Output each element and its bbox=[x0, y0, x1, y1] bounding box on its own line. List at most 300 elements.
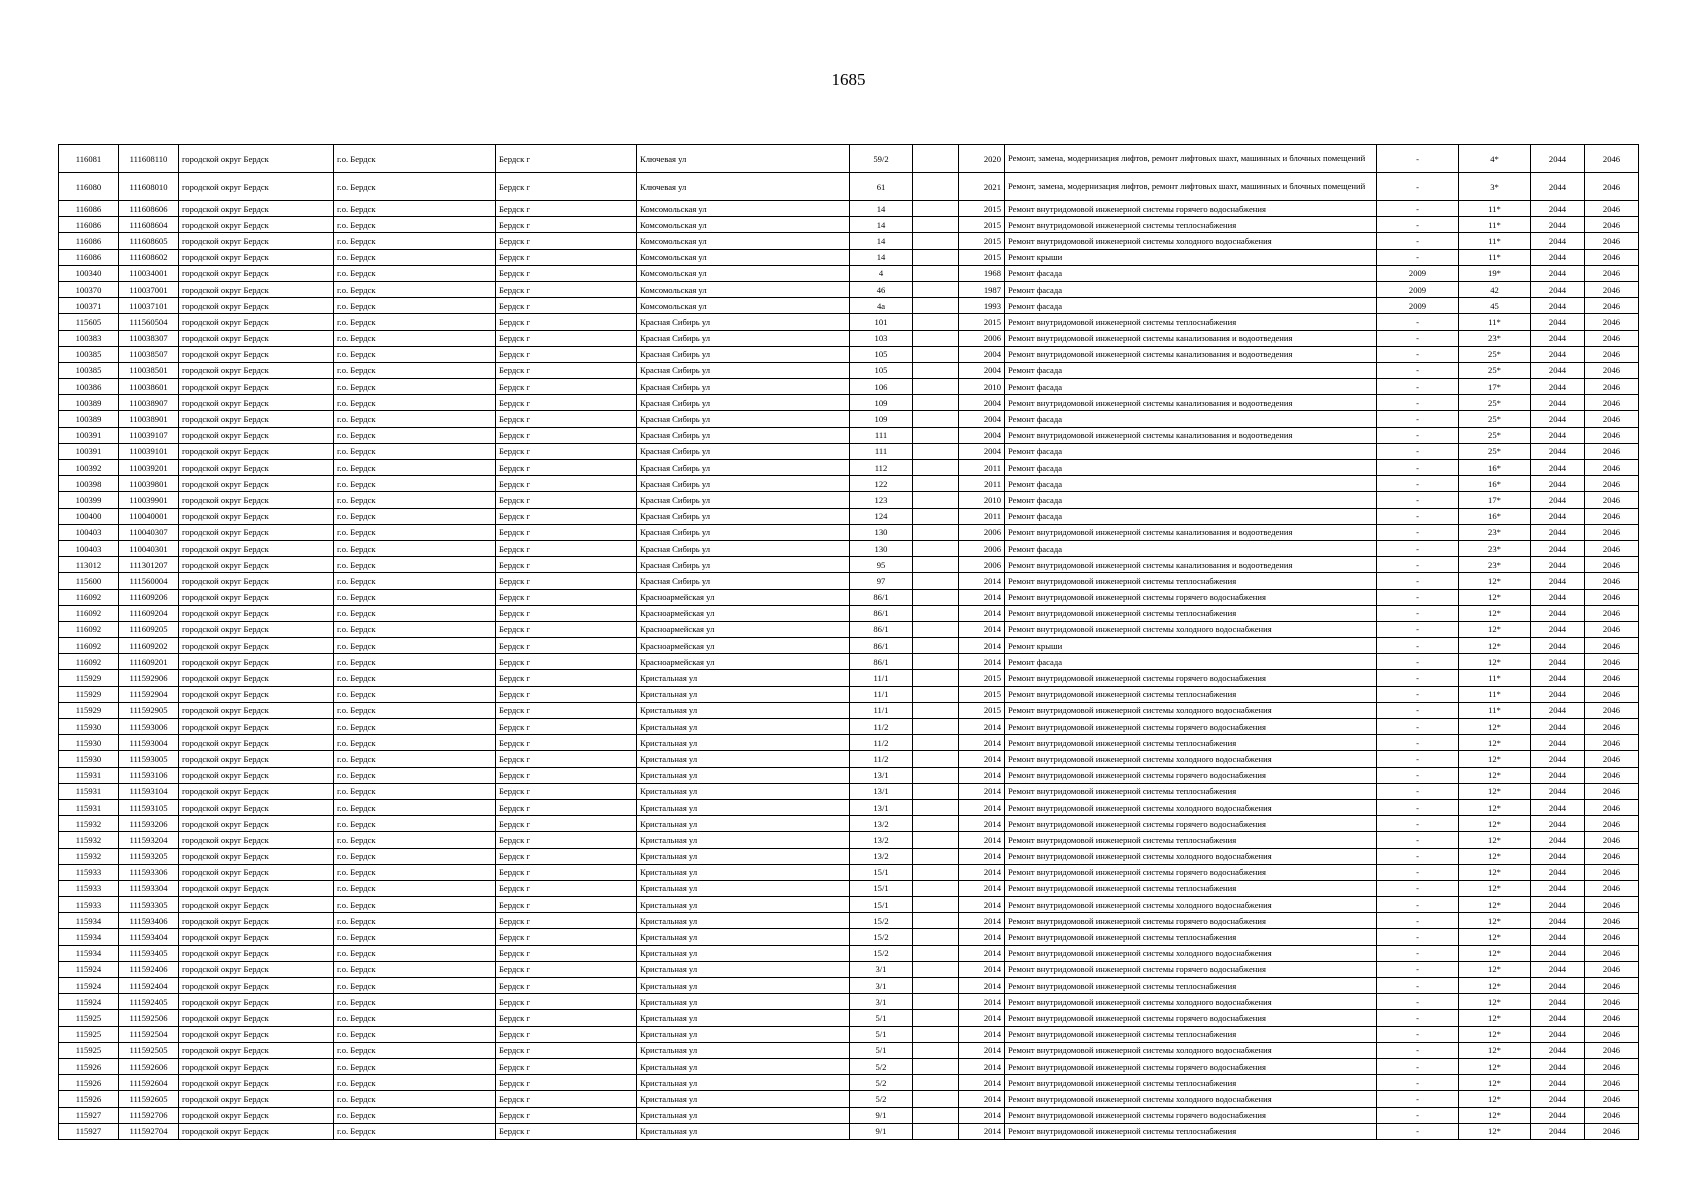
cell-settlement: г.о. Бердск bbox=[334, 1075, 496, 1091]
cell-year-built: 2014 bbox=[959, 589, 1005, 605]
table-row bbox=[59, 524, 1639, 540]
table-row bbox=[59, 880, 1639, 896]
cell-plan-start: 2044 bbox=[1531, 1091, 1585, 1107]
table-row bbox=[59, 1058, 1639, 1074]
cell-last-repair: - bbox=[1377, 686, 1459, 702]
cell-plan-end: 2046 bbox=[1585, 913, 1639, 929]
cell-year-built: 2014 bbox=[959, 978, 1005, 994]
cell-city: Бердск г bbox=[496, 605, 637, 621]
cell-plan-start: 2044 bbox=[1531, 1042, 1585, 1058]
cell-last-repair: - bbox=[1377, 767, 1459, 783]
cell-district: городской округ Бердск bbox=[179, 314, 334, 330]
cell-district: городской округ Бердск bbox=[179, 799, 334, 815]
cell-street: Красная Сибирь ул bbox=[637, 330, 850, 346]
cell-city: Бердск г bbox=[496, 897, 637, 913]
table-row bbox=[59, 848, 1639, 864]
cell-work-type: Ремонт внутридомовой инженерной системы теплоснабжения bbox=[1005, 978, 1377, 994]
cell-plan-end: 2046 bbox=[1585, 362, 1639, 378]
cell-street: Красная Сибирь ул bbox=[637, 346, 850, 362]
cell-work-type: Ремонт внутридомовой инженерной системы холодного водоснабжения bbox=[1005, 1091, 1377, 1107]
cell-city: Бердск г bbox=[496, 217, 637, 233]
cell-house: 14 bbox=[850, 201, 913, 217]
cell-year-built: 2014 bbox=[959, 1107, 1005, 1123]
cell-plan-end: 2046 bbox=[1585, 1058, 1639, 1074]
cell-work-code: 110040307 bbox=[119, 524, 179, 540]
cell-service-period: 23* bbox=[1459, 540, 1531, 556]
cell-service-period: 11* bbox=[1459, 702, 1531, 718]
cell-plan-start: 2044 bbox=[1531, 961, 1585, 977]
cell-street: Красноармейская ул bbox=[637, 589, 850, 605]
cell-house: 95 bbox=[850, 557, 913, 573]
table-row bbox=[59, 978, 1639, 994]
cell-work-code: 111593104 bbox=[119, 783, 179, 799]
cell-settlement: г.о. Бердск bbox=[334, 573, 496, 589]
cell-year-built: 2004 bbox=[959, 411, 1005, 427]
cell-year-built: 2014 bbox=[959, 1075, 1005, 1091]
cell-work-type: Ремонт внутридомовой инженерной системы горячего водоснабжения bbox=[1005, 670, 1377, 686]
cell-work-code: 111592706 bbox=[119, 1107, 179, 1123]
cell-district: городской округ Бердск bbox=[179, 460, 334, 476]
cell-year-built: 2015 bbox=[959, 686, 1005, 702]
cell-work-type: Ремонт внутридомовой инженерной системы канализования и водоотведения bbox=[1005, 524, 1377, 540]
table-row bbox=[59, 395, 1639, 411]
cell-city: Бердск г bbox=[496, 346, 637, 362]
cell-plan-start: 2044 bbox=[1531, 848, 1585, 864]
cell-object-id: 115930 bbox=[59, 751, 119, 767]
cell-district: городской округ Бердск bbox=[179, 994, 334, 1010]
cell-work-code: 111593305 bbox=[119, 897, 179, 913]
cell-service-period: 23* bbox=[1459, 524, 1531, 540]
cell-work-code: 111560504 bbox=[119, 314, 179, 330]
cell-last-repair: - bbox=[1377, 145, 1459, 173]
cell-service-period: 12* bbox=[1459, 735, 1531, 751]
cell-year-built: 2014 bbox=[959, 864, 1005, 880]
cell-street: Комсомольская ул bbox=[637, 217, 850, 233]
cell-district: городской округ Бердск bbox=[179, 929, 334, 945]
cell-service-period: 11* bbox=[1459, 233, 1531, 249]
cell-city: Бердск г bbox=[496, 880, 637, 896]
cell-building bbox=[913, 1091, 959, 1107]
cell-service-period: 12* bbox=[1459, 783, 1531, 799]
cell-house: 15/2 bbox=[850, 945, 913, 961]
cell-district: городской округ Бердск bbox=[179, 654, 334, 670]
table-row bbox=[59, 1091, 1639, 1107]
cell-city: Бердск г bbox=[496, 173, 637, 201]
cell-city: Бердск г bbox=[496, 460, 637, 476]
table-row bbox=[59, 589, 1639, 605]
cell-work-type: Ремонт внутридомовой инженерной системы холодного водоснабжения bbox=[1005, 897, 1377, 913]
table-body bbox=[59, 145, 1639, 1140]
cell-street: Кристальная ул bbox=[637, 864, 850, 880]
cell-object-id: 115930 bbox=[59, 735, 119, 751]
cell-work-code: 111593304 bbox=[119, 880, 179, 896]
cell-settlement: г.о. Бердск bbox=[334, 670, 496, 686]
cell-house: 11/2 bbox=[850, 719, 913, 735]
cell-district: городской округ Бердск bbox=[179, 145, 334, 173]
cell-service-period: 12* bbox=[1459, 589, 1531, 605]
cell-year-built: 2020 bbox=[959, 145, 1005, 173]
cell-house: 109 bbox=[850, 411, 913, 427]
cell-building bbox=[913, 362, 959, 378]
cell-work-code: 110039901 bbox=[119, 492, 179, 508]
cell-city: Бердск г bbox=[496, 314, 637, 330]
cell-work-code: 110040301 bbox=[119, 540, 179, 556]
cell-year-built: 2014 bbox=[959, 735, 1005, 751]
cell-street: Кристальная ул bbox=[637, 880, 850, 896]
cell-work-type: Ремонт внутридомовой инженерной системы холодного водоснабжения bbox=[1005, 799, 1377, 815]
cell-city: Бердск г bbox=[496, 719, 637, 735]
cell-city: Бердск г bbox=[496, 783, 637, 799]
table-row bbox=[59, 913, 1639, 929]
cell-work-code: 111609201 bbox=[119, 654, 179, 670]
cell-service-period: 12* bbox=[1459, 573, 1531, 589]
cell-work-code: 110038307 bbox=[119, 330, 179, 346]
cell-year-built: 2014 bbox=[959, 621, 1005, 637]
cell-district: городской округ Бердск bbox=[179, 1123, 334, 1139]
cell-city: Бердск г bbox=[496, 832, 637, 848]
cell-street: Кристальная ул bbox=[637, 686, 850, 702]
cell-plan-start: 2044 bbox=[1531, 379, 1585, 395]
cell-year-built: 2014 bbox=[959, 783, 1005, 799]
table-row bbox=[59, 314, 1639, 330]
cell-city: Бердск г bbox=[496, 1026, 637, 1042]
cell-work-type: Ремонт внутридомовой инженерной системы горячего водоснабжения bbox=[1005, 913, 1377, 929]
table-row bbox=[59, 411, 1639, 427]
cell-district: городской округ Бердск bbox=[179, 362, 334, 378]
cell-object-id: 115925 bbox=[59, 1010, 119, 1026]
cell-settlement: г.о. Бердск bbox=[334, 913, 496, 929]
cell-plan-end: 2046 bbox=[1585, 346, 1639, 362]
cell-object-id: 100400 bbox=[59, 508, 119, 524]
cell-service-period: 45 bbox=[1459, 298, 1531, 314]
cell-plan-start: 2044 bbox=[1531, 719, 1585, 735]
cell-settlement: г.о. Бердск bbox=[334, 173, 496, 201]
cell-plan-end: 2046 bbox=[1585, 557, 1639, 573]
cell-plan-end: 2046 bbox=[1585, 233, 1639, 249]
cell-street: Кристальная ул bbox=[637, 1026, 850, 1042]
cell-settlement: г.о. Бердск bbox=[334, 897, 496, 913]
cell-year-built: 2014 bbox=[959, 913, 1005, 929]
cell-building bbox=[913, 735, 959, 751]
cell-plan-start: 2044 bbox=[1531, 767, 1585, 783]
cell-house: 46 bbox=[850, 281, 913, 297]
cell-plan-end: 2046 bbox=[1585, 1042, 1639, 1058]
cell-plan-end: 2046 bbox=[1585, 589, 1639, 605]
cell-plan-end: 2046 bbox=[1585, 686, 1639, 702]
cell-city: Бердск г bbox=[496, 978, 637, 994]
cell-service-period: 12* bbox=[1459, 1042, 1531, 1058]
cell-city: Бердск г bbox=[496, 1010, 637, 1026]
cell-work-type: Ремонт фасада bbox=[1005, 460, 1377, 476]
table-row bbox=[59, 460, 1639, 476]
cell-plan-end: 2046 bbox=[1585, 994, 1639, 1010]
cell-district: городской округ Бердск bbox=[179, 670, 334, 686]
cell-work-type: Ремонт крыши bbox=[1005, 638, 1377, 654]
cell-year-built: 2004 bbox=[959, 362, 1005, 378]
cell-building bbox=[913, 897, 959, 913]
cell-street: Кристальная ул bbox=[637, 702, 850, 718]
cell-service-period: 11* bbox=[1459, 314, 1531, 330]
cell-last-repair: - bbox=[1377, 929, 1459, 945]
cell-settlement: г.о. Бердск bbox=[334, 816, 496, 832]
cell-district: городской округ Бердск bbox=[179, 783, 334, 799]
cell-last-repair: - bbox=[1377, 540, 1459, 556]
cell-work-type: Ремонт фасада bbox=[1005, 540, 1377, 556]
cell-service-period: 3* bbox=[1459, 173, 1531, 201]
cell-city: Бердск г bbox=[496, 751, 637, 767]
cell-object-id: 100370 bbox=[59, 281, 119, 297]
cell-plan-end: 2046 bbox=[1585, 735, 1639, 751]
cell-year-built: 2006 bbox=[959, 330, 1005, 346]
cell-city: Бердск г bbox=[496, 492, 637, 508]
cell-settlement: г.о. Бердск bbox=[334, 411, 496, 427]
cell-year-built: 1987 bbox=[959, 281, 1005, 297]
cell-plan-start: 2044 bbox=[1531, 621, 1585, 637]
cell-plan-end: 2046 bbox=[1585, 605, 1639, 621]
cell-plan-end: 2046 bbox=[1585, 298, 1639, 314]
cell-object-id: 115931 bbox=[59, 799, 119, 815]
cell-service-period: 12* bbox=[1459, 978, 1531, 994]
cell-city: Бердск г bbox=[496, 201, 637, 217]
cell-city: Бердск г bbox=[496, 589, 637, 605]
cell-city: Бердск г bbox=[496, 573, 637, 589]
cell-city: Бердск г bbox=[496, 994, 637, 1010]
cell-plan-end: 2046 bbox=[1585, 145, 1639, 173]
cell-street: Кристальная ул bbox=[637, 1123, 850, 1139]
cell-object-id: 115931 bbox=[59, 767, 119, 783]
cell-object-id: 115934 bbox=[59, 913, 119, 929]
cell-work-type: Ремонт внутридомовой инженерной системы холодного водоснабжения bbox=[1005, 848, 1377, 864]
cell-settlement: г.о. Бердск bbox=[334, 929, 496, 945]
cell-plan-start: 2044 bbox=[1531, 508, 1585, 524]
cell-work-code: 111608110 bbox=[119, 145, 179, 173]
cell-building bbox=[913, 751, 959, 767]
cell-district: городской округ Бердск bbox=[179, 1026, 334, 1042]
cell-year-built: 2014 bbox=[959, 719, 1005, 735]
cell-service-period: 17* bbox=[1459, 379, 1531, 395]
cell-city: Бердск г bbox=[496, 621, 637, 637]
cell-plan-end: 2046 bbox=[1585, 173, 1639, 201]
cell-plan-start: 2044 bbox=[1531, 201, 1585, 217]
cell-work-type: Ремонт фасада bbox=[1005, 379, 1377, 395]
table-row bbox=[59, 621, 1639, 637]
table-row bbox=[59, 945, 1639, 961]
cell-building bbox=[913, 173, 959, 201]
cell-building bbox=[913, 783, 959, 799]
cell-object-id: 116092 bbox=[59, 605, 119, 621]
cell-street: Красная Сибирь ул bbox=[637, 379, 850, 395]
table-row bbox=[59, 379, 1639, 395]
cell-building bbox=[913, 1058, 959, 1074]
cell-service-period: 12* bbox=[1459, 816, 1531, 832]
cell-plan-start: 2044 bbox=[1531, 670, 1585, 686]
table-row bbox=[59, 735, 1639, 751]
cell-settlement: г.о. Бердск bbox=[334, 864, 496, 880]
cell-settlement: г.о. Бердск bbox=[334, 654, 496, 670]
cell-district: городской округ Бердск bbox=[179, 1107, 334, 1123]
cell-street: Кристальная ул bbox=[637, 897, 850, 913]
cell-district: городской округ Бердск bbox=[179, 1058, 334, 1074]
cell-year-built: 2004 bbox=[959, 346, 1005, 362]
cell-work-code: 111593005 bbox=[119, 751, 179, 767]
cell-service-period: 11* bbox=[1459, 201, 1531, 217]
cell-service-period: 25* bbox=[1459, 443, 1531, 459]
cell-last-repair: - bbox=[1377, 314, 1459, 330]
cell-service-period: 12* bbox=[1459, 880, 1531, 896]
cell-city: Бердск г bbox=[496, 379, 637, 395]
cell-year-built: 2014 bbox=[959, 816, 1005, 832]
cell-work-type: Ремонт фасада bbox=[1005, 654, 1377, 670]
cell-building bbox=[913, 1107, 959, 1123]
cell-city: Бердск г bbox=[496, 557, 637, 573]
table-row bbox=[59, 605, 1639, 621]
cell-building bbox=[913, 314, 959, 330]
cell-service-period: 12* bbox=[1459, 1026, 1531, 1042]
cell-year-built: 2021 bbox=[959, 173, 1005, 201]
cell-district: городской округ Бердск bbox=[179, 346, 334, 362]
cell-work-type: Ремонт внутридомовой инженерной системы теплоснабжения bbox=[1005, 880, 1377, 896]
cell-work-type: Ремонт внутридомовой инженерной системы канализования и водоотведения bbox=[1005, 557, 1377, 573]
cell-district: городской округ Бердск bbox=[179, 298, 334, 314]
cell-service-period: 16* bbox=[1459, 508, 1531, 524]
cell-street: Кристальная ул bbox=[637, 1010, 850, 1026]
cell-plan-end: 2046 bbox=[1585, 719, 1639, 735]
cell-last-repair: - bbox=[1377, 173, 1459, 201]
cell-work-code: 111608602 bbox=[119, 249, 179, 265]
table-row bbox=[59, 173, 1639, 201]
cell-house: 11/1 bbox=[850, 670, 913, 686]
cell-last-repair: - bbox=[1377, 249, 1459, 265]
cell-plan-end: 2046 bbox=[1585, 460, 1639, 476]
cell-city: Бердск г bbox=[496, 686, 637, 702]
cell-street: Ключевая ул bbox=[637, 145, 850, 173]
cell-building bbox=[913, 994, 959, 1010]
cell-last-repair: - bbox=[1377, 1026, 1459, 1042]
cell-street: Кристальная ул bbox=[637, 1075, 850, 1091]
cell-year-built: 2010 bbox=[959, 379, 1005, 395]
cell-building bbox=[913, 978, 959, 994]
cell-last-repair: - bbox=[1377, 233, 1459, 249]
cell-house: 15/2 bbox=[850, 913, 913, 929]
cell-object-id: 115929 bbox=[59, 670, 119, 686]
cell-plan-start: 2044 bbox=[1531, 217, 1585, 233]
cell-service-period: 12* bbox=[1459, 913, 1531, 929]
cell-building bbox=[913, 557, 959, 573]
cell-plan-start: 2044 bbox=[1531, 443, 1585, 459]
cell-year-built: 2015 bbox=[959, 702, 1005, 718]
cell-work-code: 111593106 bbox=[119, 767, 179, 783]
cell-house: 105 bbox=[850, 362, 913, 378]
cell-work-code: 111593205 bbox=[119, 848, 179, 864]
cell-plan-start: 2044 bbox=[1531, 411, 1585, 427]
cell-building bbox=[913, 961, 959, 977]
cell-plan-end: 2046 bbox=[1585, 1075, 1639, 1091]
cell-district: городской округ Бердск bbox=[179, 1091, 334, 1107]
cell-building bbox=[913, 298, 959, 314]
cell-settlement: г.о. Бердск bbox=[334, 330, 496, 346]
cell-object-id: 115924 bbox=[59, 994, 119, 1010]
cell-building bbox=[913, 1010, 959, 1026]
cell-city: Бердск г bbox=[496, 913, 637, 929]
cell-settlement: г.о. Бердск bbox=[334, 1058, 496, 1074]
cell-house: 86/1 bbox=[850, 638, 913, 654]
cell-city: Бердск г bbox=[496, 411, 637, 427]
table-row bbox=[59, 346, 1639, 362]
cell-service-period: 17* bbox=[1459, 492, 1531, 508]
cell-work-type: Ремонт внутридомовой инженерной системы теплоснабжения bbox=[1005, 573, 1377, 589]
cell-service-period: 12* bbox=[1459, 961, 1531, 977]
cell-work-type: Ремонт внутридомовой инженерной системы горячего водоснабжения bbox=[1005, 816, 1377, 832]
cell-work-type: Ремонт фасада bbox=[1005, 265, 1377, 281]
cell-last-repair: - bbox=[1377, 1075, 1459, 1091]
cell-work-type: Ремонт внутридомовой инженерной системы канализования и водоотведения bbox=[1005, 395, 1377, 411]
cell-house: 103 bbox=[850, 330, 913, 346]
table-row bbox=[59, 281, 1639, 297]
cell-work-code: 111301207 bbox=[119, 557, 179, 573]
cell-building bbox=[913, 913, 959, 929]
cell-city: Бердск г bbox=[496, 265, 637, 281]
table-row bbox=[59, 1123, 1639, 1139]
cell-settlement: г.о. Бердск bbox=[334, 314, 496, 330]
cell-work-code: 110039201 bbox=[119, 460, 179, 476]
cell-year-built: 2014 bbox=[959, 767, 1005, 783]
cell-district: городской округ Бердск bbox=[179, 913, 334, 929]
cell-house: 101 bbox=[850, 314, 913, 330]
cell-year-built: 2015 bbox=[959, 233, 1005, 249]
cell-house: 61 bbox=[850, 173, 913, 201]
cell-work-code: 110040001 bbox=[119, 508, 179, 524]
cell-work-code: 111592404 bbox=[119, 978, 179, 994]
cell-house: 5/2 bbox=[850, 1058, 913, 1074]
cell-service-period: 25* bbox=[1459, 362, 1531, 378]
cell-work-type: Ремонт внутридомовой инженерной системы канализования и водоотведения bbox=[1005, 330, 1377, 346]
cell-year-built: 2004 bbox=[959, 395, 1005, 411]
cell-district: городской округ Бердск bbox=[179, 686, 334, 702]
cell-district: городской округ Бердск bbox=[179, 880, 334, 896]
cell-district: городской округ Бердск bbox=[179, 1042, 334, 1058]
cell-work-type: Ремонт внутридомовой инженерной системы горячего водоснабжения bbox=[1005, 864, 1377, 880]
cell-year-built: 2006 bbox=[959, 524, 1005, 540]
cell-street: Комсомольская ул bbox=[637, 249, 850, 265]
cell-service-period: 23* bbox=[1459, 330, 1531, 346]
cell-work-type: Ремонт фасада bbox=[1005, 281, 1377, 297]
cell-house: 130 bbox=[850, 524, 913, 540]
cell-plan-start: 2044 bbox=[1531, 945, 1585, 961]
cell-year-built: 1993 bbox=[959, 298, 1005, 314]
cell-plan-start: 2044 bbox=[1531, 330, 1585, 346]
cell-street: Красная Сибирь ул bbox=[637, 427, 850, 443]
cell-last-repair: - bbox=[1377, 411, 1459, 427]
cell-object-id: 100340 bbox=[59, 265, 119, 281]
cell-plan-end: 2046 bbox=[1585, 395, 1639, 411]
cell-district: городской округ Бердск bbox=[179, 573, 334, 589]
table-row bbox=[59, 929, 1639, 945]
cell-settlement: г.о. Бердск bbox=[334, 799, 496, 815]
cell-object-id: 115934 bbox=[59, 945, 119, 961]
cell-last-repair: - bbox=[1377, 994, 1459, 1010]
cell-plan-end: 2046 bbox=[1585, 832, 1639, 848]
cell-work-type: Ремонт внутридомовой инженерной системы холодного водоснабжения bbox=[1005, 751, 1377, 767]
cell-city: Бердск г bbox=[496, 508, 637, 524]
cell-district: городской округ Бердск bbox=[179, 427, 334, 443]
cell-year-built: 2015 bbox=[959, 201, 1005, 217]
cell-object-id: 100389 bbox=[59, 395, 119, 411]
cell-house: 59/2 bbox=[850, 145, 913, 173]
cell-settlement: г.о. Бердск bbox=[334, 540, 496, 556]
cell-object-id: 116092 bbox=[59, 654, 119, 670]
cell-work-type: Ремонт внутридомовой инженерной системы теплоснабжения bbox=[1005, 783, 1377, 799]
cell-plan-start: 2044 bbox=[1531, 233, 1585, 249]
